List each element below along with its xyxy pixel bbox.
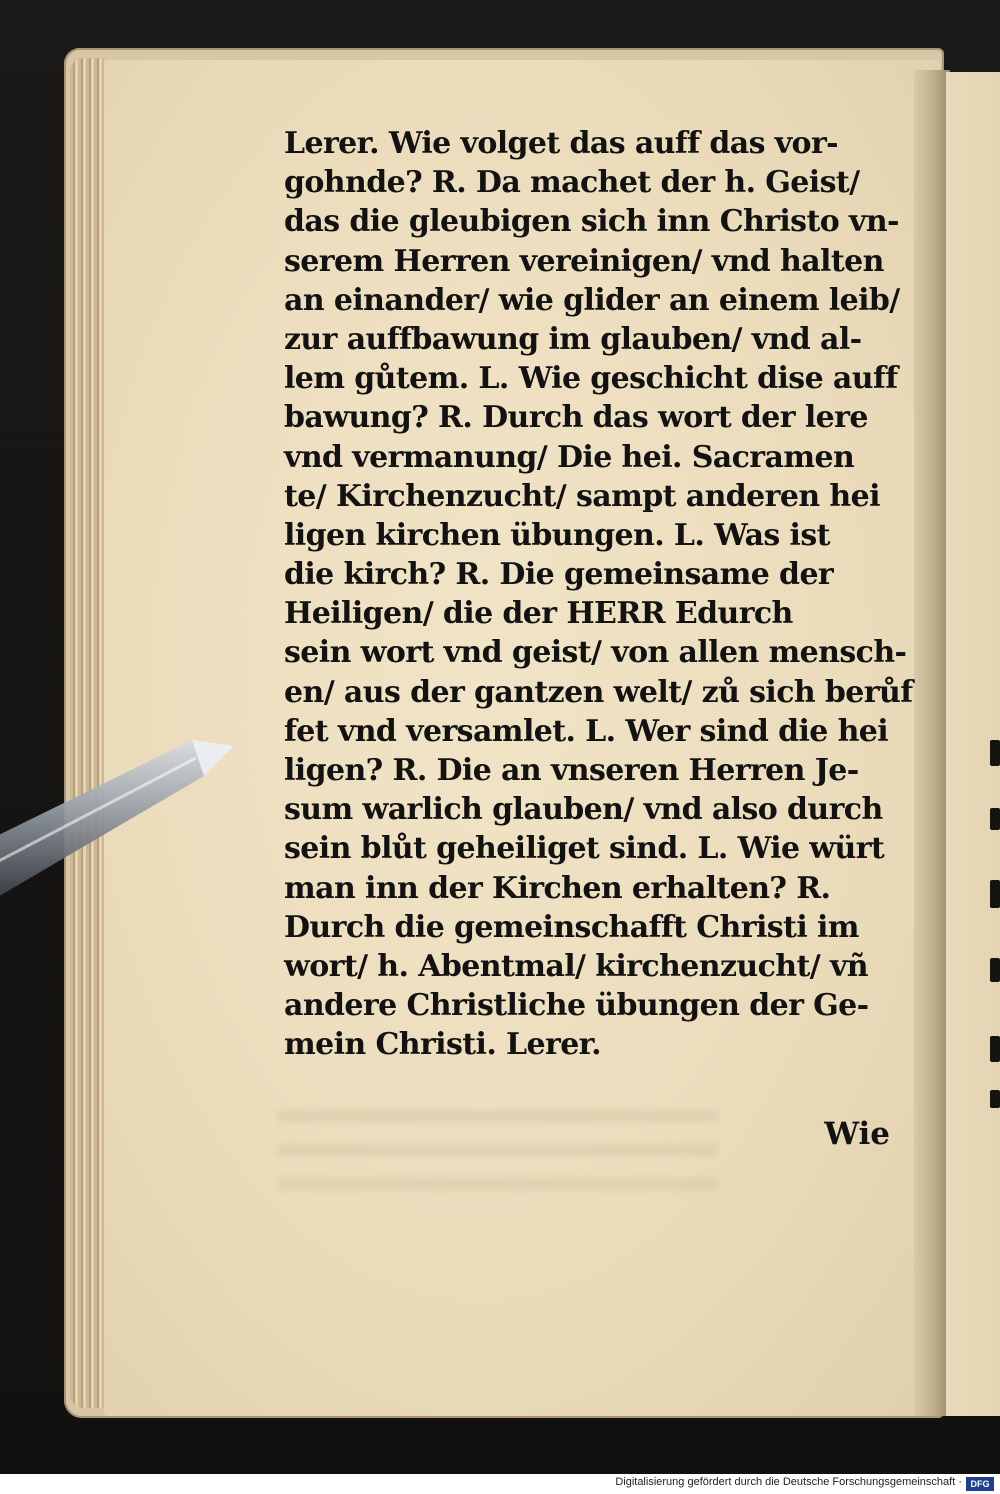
page-text [284, 124, 913, 1065]
text-line: te/ Kirchenzucht/ sampt anderen hei [284, 478, 880, 514]
text-line: an einander/ wie glider an einem leib/ [284, 282, 900, 318]
page-edges [70, 58, 104, 1408]
funding-credit: Digitalisierung gefördert durch die Deutsche Forschungsgemeinschaft · [615, 1476, 962, 1488]
text-line: Durch die gemeinschafft Christi im [284, 909, 859, 945]
text-line: zur auffbawung im glauben/ vnd al- [284, 321, 862, 357]
text-line: Lerer. Wie volget das auff das vor- [284, 126, 839, 161]
text-line: Heiligen/ die der HERR Edurch [284, 596, 793, 632]
text-line: sein wort vnd geist/ von allen mensch- [284, 635, 907, 671]
facing-page-glyph [990, 958, 1000, 982]
text-line: fet vnd versamlet. L. Wer sind die hei [284, 713, 889, 749]
text-line: lem gůtem. L. Wie geschicht dise auff [284, 361, 898, 397]
text-line: ligen kirchen übungen. L. Was ist [284, 517, 830, 553]
text-line: en/ aus der gantzen welt/ zů sich berůf [284, 674, 913, 710]
text-line: das die gleubigen sich inn Christo vn- [284, 204, 899, 240]
facing-page-glyph [990, 740, 1000, 766]
facing-page-glyph [990, 808, 1000, 830]
facing-page-glyph [990, 1036, 1000, 1062]
text-line: gohnde? R. Da machet der h. Geist/ [284, 165, 860, 201]
text-line: ligen? R. Die an vnseren Herren Je- [284, 753, 859, 788]
text-line: andere Christliche übungen der Ge- [284, 988, 869, 1024]
text-line: man inn der Kirchen erhalten? R. [284, 870, 831, 906]
text-line: wort/ h. Abentmal/ kirchenzucht/ vñ [284, 948, 868, 984]
dfg-logo: DFG [966, 1477, 994, 1491]
pen-pointer-icon [0, 736, 250, 916]
text-line: sum warlich glauben/ vnd also durch [284, 792, 883, 828]
facing-page-glyph [990, 1090, 1000, 1108]
text-line: mein Christi. Lerer. [284, 1027, 601, 1063]
text-line: die kirch? R. Die gemeinsame der [284, 557, 834, 593]
footer-bar [0, 1474, 1000, 1494]
show-through-text [278, 1110, 718, 1200]
text-line: vnd vermanung/ Die hei. Sacramen [284, 439, 855, 475]
catchword: Wie [824, 1116, 890, 1152]
text-line: bawung? R. Durch das wort der lere [284, 400, 868, 436]
facing-page-glyph [990, 880, 1000, 908]
text-line: sein blůt geheiliget sind. L. Wie würt [284, 831, 885, 867]
text-line: serem Herren vereinigen/ vnd halten [284, 243, 884, 279]
book-gutter [914, 70, 950, 1416]
